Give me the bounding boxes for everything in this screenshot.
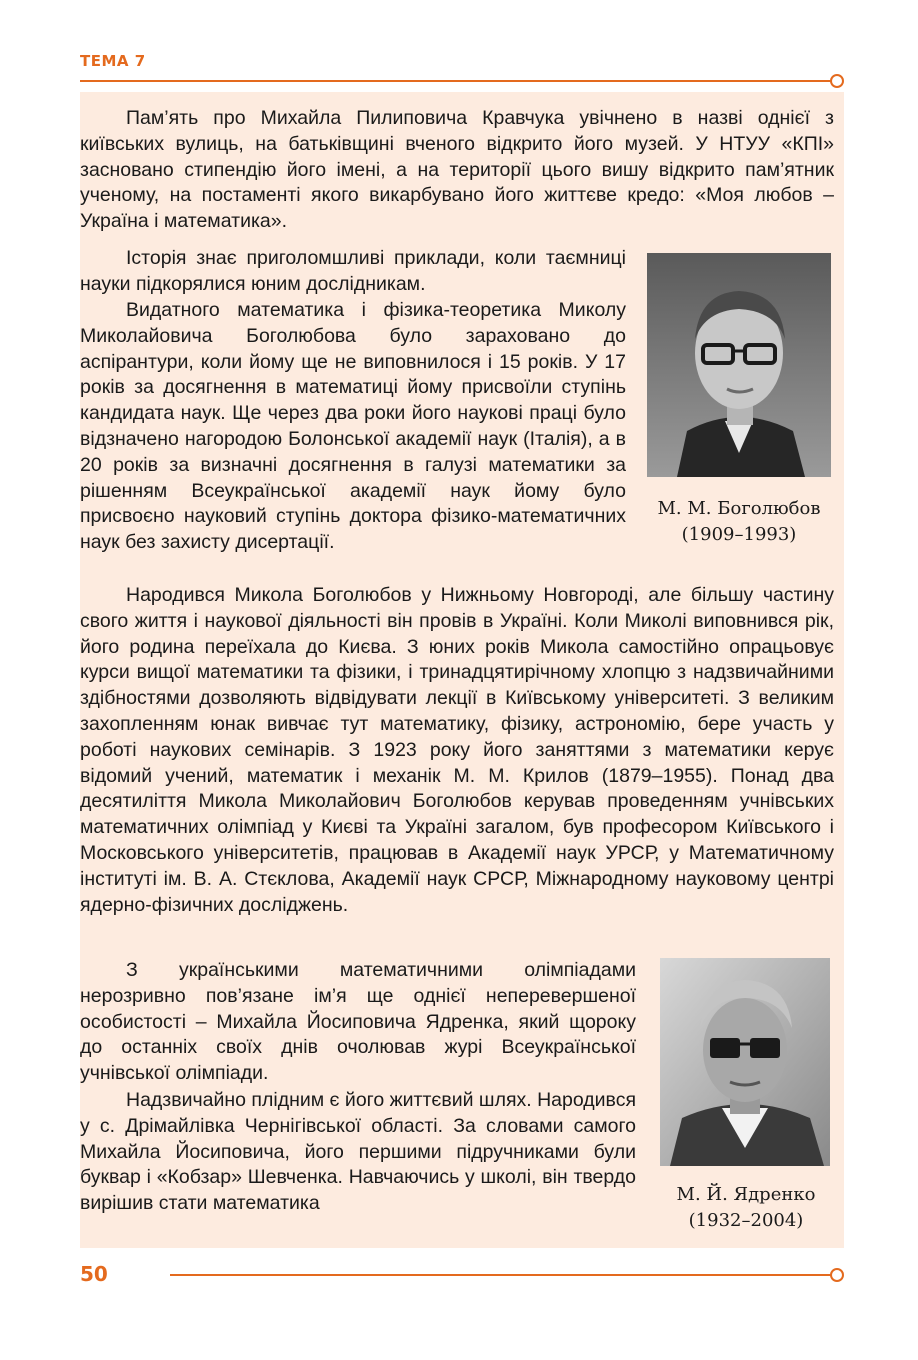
- yadrenko-years: (1932–2004): [688, 1210, 804, 1231]
- paragraph-young-researchers: Історія знає приголомшливі приклади, коли таємниці науки підкорялися юним дослідникам.: [80, 247, 626, 295]
- yadrenko-caption: [648, 1182, 844, 1234]
- page-number: 50: [80, 1262, 108, 1286]
- portrait-man-glasses-icon: [647, 253, 831, 477]
- paragraph-kravchuk-memory: Пам’ять про Михайла Пилиповича Кравчука увічнено в назві однієї з київських вулиць, на батьківщині вченого відкрито його музей. У НТУУ «КПІ» засновано стипендію його імені, а на території цього вишу відкрито пам’ятник ученому, на постаменті якого викарбувано його життєве кредо: «Моя любов – Україна і математика».: [80, 107, 834, 233]
- paragraph-bogolyubov-biography: Народився Микола Боголюбов у Нижньому Новгороді, але більшу частину свого життя і наукової діяльності він провів в Україні. Коли Миколі виповнився рік, його родина переїхала до Києва. З юних років Микола самостійно опрацьовує курси вищої математики та фізики, і тринадцятирічному хлопцю з надзвичайними здібностями дозволяють відвідувати лекції в Київському університеті. З великим захопленням юнак вивчає тут математику, фізику, астрономію, бере участь у роботі наукових семінарів. З 1923 року його заняттями з математики керує відомий учений, математик і механік М. М. Крилов (1879–1955). Понад два десятиліття Микола Миколайович Боголюбов керував проведенням учнівських математичних олімпіад у Києві та Україні загалом, був професором Київського і Московського університетів, працював в Академії наук УРСР, у Математичному інституті ім. В. А. Стєклова, Академії наук СРСР, Міжнародному науковому центрі ядерно-фізичних досліджень.: [80, 584, 834, 916]
- yadrenko-portrait: [660, 958, 830, 1166]
- chapter-label: ТЕМА 7: [80, 52, 146, 70]
- footer-rule: [170, 1274, 832, 1276]
- header-rule: [80, 80, 832, 82]
- paragraph-yadrenko-intro: З українськими математичними олімпіадами нерозривно пов’язане ім’я ще однієї неперевершеної особистості – Михайла Йосиповича Ядренка, який щороку до останніх своїх днів очолював журі Всеукраїнської учнівської олімпіади.: [80, 959, 636, 1085]
- bogolyubov-portrait: [647, 253, 831, 477]
- footer-rule-end-icon: [830, 1268, 844, 1282]
- yadrenko-name: М. Й. Ядренко: [676, 1184, 816, 1205]
- header-rule-end-icon: [830, 74, 844, 88]
- paragraph-yadrenko-life: Надзвичайно плідним є його життєвий шлях. Народився у с. Дрімайлівка Чернігівської області. За словами самого Михайла Йосиповича, його першими підручниками були буквар і «Кобзар» Шевченка. Навчаючись у школі, він твердо вирішив стати математика: [80, 1089, 636, 1215]
- bogolyubov-years: (1909–1993): [681, 524, 797, 545]
- bogolyubov-name: М. М. Боголюбов: [657, 498, 821, 519]
- paragraph-bogolyubov-achievements: Видатного математика і фізика-теоретика Миколу Миколайовича Боголюбова було зараховано до аспірантури, коли йому ще не виповнилося і 15 років. У 17 років за досягнення в математиці йому присвоїли ступінь кандидата наук. Ще через два роки його наукові праці було відзначено нагородою Болонської академії наук (Італія), а в 20 років за визначні досягнення в галузі математики за рішенням Всеукраїнської академії наук йому було присвоєно науковий ступінь доктора фізико-математичних наук без захисту дисертації.: [80, 299, 626, 554]
- bogolyubov-caption: [640, 496, 838, 548]
- portrait-man-dark-glasses-icon: [660, 958, 830, 1166]
